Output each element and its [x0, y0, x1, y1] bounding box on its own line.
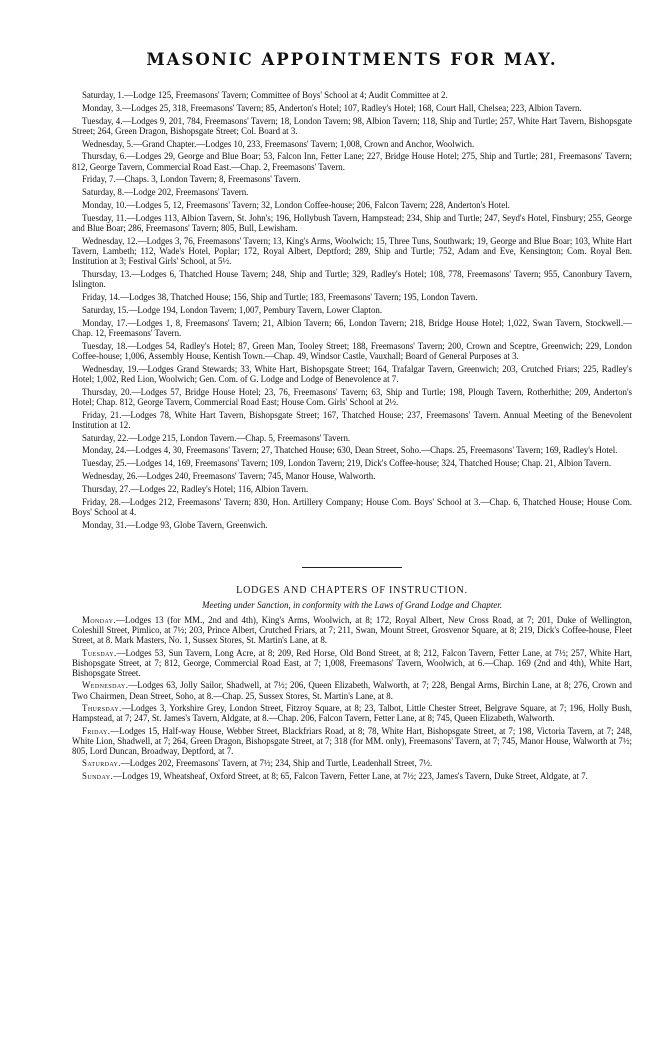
entry-day: Friday, 14.: [82, 291, 121, 302]
entry-day: Tuesday, 11.: [82, 212, 127, 223]
entry-day: Thursday, 27.: [82, 483, 131, 494]
entry-day: Tuesday.: [82, 647, 117, 658]
entry-day: Saturday.: [82, 758, 121, 769]
entry-day: Monday.: [82, 614, 117, 625]
entry-day: Friday, 7.: [82, 174, 116, 185]
entry-day: Saturday, 8.: [82, 187, 125, 198]
instruction-list: [72, 615, 632, 781]
entry-text: —Lodges Grand Stewards; 33, White Hart, Bishopsgate Street; 164, Trafalgar Tavern, Greenwich; 203, Crutched Friars; 225, Radley's Hotel; 1,002, Red Lion, Woolwich; Gen. Com. of G. Lodge and Lodge of Benevolence at 7.: [72, 363, 632, 384]
entry-day: Wednesday, 12.: [82, 235, 138, 246]
list-item: [72, 433, 632, 443]
list-item: [72, 771, 632, 781]
instruction-title: LODGES AND CHAPTERS OF INSTRUCTION.: [236, 584, 468, 596]
entry-text: —Lodges 4, 30, Freemasons' Tavern; 27, Thatched House; 630, Dean Street, Soho.—Chaps. 25, Freemasons' Tavern; 169, Radley's Hotel.: [126, 445, 618, 456]
entry-text: —Lodges 19, Wheatsheaf, Oxford Street, at 8; 65, Falcon Tavern, Fetter Lane, at 7½; 223, James's Tavern, Duke Street, Aldgate, at 7.: [113, 770, 588, 781]
entry-text: —Lodges 1, 8, Freemasons' Tavern; 21, Albion Tavern; 66, London Tavern; 218, Bridge House Hotel; 1,022, Swan Tavern, Stockwell.—Chap. 12, Freemasons' Tavern.: [72, 317, 632, 338]
list-item: [72, 139, 632, 149]
list-item: [72, 341, 632, 361]
entry-text: —Lodges 6, Thatched House Tavern; 248, Ship and Turtle; 329, Radley's Hotel; 108, 778, Freemasons' Tavern; 955, Canonbury Tavern, Islington.: [72, 268, 632, 290]
section-divider: [72, 555, 632, 573]
list-item: [72, 458, 632, 468]
entry-text: —Lodges 3, Yorkshire Grey, London Street, Fitzroy Square, at 8; 23, Talbot, Little Chester Street, Belgrave Square, at 7; 196, Holly Bush, Hampstead, at 7; 247, St. James's Tavern, Aldgate, at 8.—Chap. 206, Falcon Tavern, Fetter Lane, at 8; 745, Queen Elizabeth, Walworth.: [72, 702, 632, 724]
entry-day: Thursday, 6.: [82, 151, 127, 162]
entry-text: —Lodges 54, Radley's Hotel; 87, Green Man, Tooley Street; 188, Freemasons' Tavern; 200, Crown and Sceptre, Greenwich; 229, London Coffee-house; 1,006, Assembly House, Kentish Town.—Chap. 49, Windsor Castle, Vauxhall; Board of General Purposes at 3.: [72, 340, 632, 361]
entry-text: —Lodges 5, 12, Freemasons' Tavern; 32, London Coffee-house; 206, Falcon Tavern; 228, Anderton's Hotel.: [126, 199, 510, 210]
list-item: [72, 410, 632, 430]
list-item: [72, 200, 632, 210]
entry-day: Thursday, 13.: [82, 268, 132, 279]
entry-text: —Lodges 22, Radley's Hotel; 116, Albion Tavern.: [130, 483, 309, 494]
entry-day: Monday, 31.: [82, 519, 127, 530]
entry-text: —Lodges 29, George and Blue Boar; 53, Falcon Inn, Fetter Lane; 227, Bridge House Hotel; 275, Ship and Turtle; 281, Freemasons' Tavern; 812, George Tavern, Commercial Road East.—Chap. 2, Freemasons' Tavern.: [72, 151, 632, 172]
list-item: [72, 103, 632, 113]
entry-day: Saturday, 15.: [82, 304, 129, 315]
list-item: [72, 305, 632, 315]
entry-text: —Lodges 14, 169, Freemasons' Tavern; 109, London Tavern; 219, Dick's Coffee-house; 324, Thatched House; Chap. 21, Albion Tavern.: [126, 458, 612, 469]
entry-day: Friday, 21.: [82, 409, 122, 420]
list-item: [72, 151, 632, 171]
entry-day: Saturday, 1.: [82, 90, 125, 100]
entry-text: —Lodges 38, Thatched House; 156, Ship and Turtle; 183, Freemasons' Tavern; 195, London Tavern.: [120, 291, 478, 302]
entry-text: —Lodges 212, Freemasons' Tavern; 830, Hon. Artillery Company; House Com. Boys' School at 3.—Chap. 6, Thatched House; House Com. Boys' School at 4.: [72, 496, 632, 517]
entry-day: Monday, 3.: [82, 102, 123, 113]
entry-text: —Lodge 194, London Tavern; 1,007, Pembury Tavern, Lower Clapton.: [128, 304, 383, 315]
entry-text: —Lodges 25, 318, Freemasons' Tavern; 85, Anderton's Hotel; 107, Radley's Hotel; 168, Court Hall, Chelsea; 223, Albion Tavern.: [122, 102, 582, 113]
list-item: [72, 116, 632, 136]
page-title: MASONIC APPOINTMENTS FOR MAY.: [146, 50, 558, 69]
entry-day: Tuesday, 4.: [82, 115, 123, 126]
entry-text: —Lodges 53, Sun Tavern, Long Acre, at 8; 209, Red Horse, Old Bond Street, at 8; 212, Falcon Tavern, Fetter Lane, at 7½; 257, White Hart, Bishopsgate Street, at 7; 812, George, Commercial Road East, at 7; 1,008, Freemasons' Tavern, Woolwich, at 6.—Chap. 169 (2nd and 4th), White Hart, Bishopsgate Street.: [72, 647, 632, 678]
entry-text: —Lodge 93, Globe Tavern, Greenwich.: [126, 519, 268, 530]
list-item: [72, 497, 632, 517]
entry-text: —Lodges 113, Albion Tavern, St. John's; 196, Hollybush Tavern, Hampstead; 234, Ship and Turtle; 247, Seyd's Hotel, Finsbury; 255, George and Blue Boar; 286, Freemasons' Tavern; 805, Bull, Lewisham.: [72, 212, 632, 233]
entry-day: Wednesday.: [82, 680, 129, 691]
list-item: [72, 520, 632, 530]
list-item: [72, 292, 632, 302]
divider-rule: [302, 567, 402, 568]
entry-text: —Lodges 13 (for MM., 2nd and 4th), King's Arms, Woolwich, at 8; 172, Royal Albert, New Cross Road, at 7; 201, Duke of Wellington, Coleshill Street, Pimlico, at 7½; 203, Prince Albert, Crutched Friars, at 7; 211, Swan, Mount Street, Grosvenor Square, at 8; 219, Dick's Coffee-house, Fleet Street, at 8. Mark Masters, No. 1, Sussex Stores, St. Martin's Lane, at 8.: [72, 614, 632, 646]
entry-text: —Lodges 63, Jolly Sailor, Shadwell, at 7½; 206, Queen Elizabeth, Walworth, at 7; 228, Bengal Arms, Birchin Lane, at 8; 276, Crown and Two Chairmen, Dean Street, Soho, at 8.—Chap. 25, Sussex Stores, St. Martin's Lane, at 8.: [72, 680, 632, 701]
entry-day: Saturday, 22.: [82, 432, 129, 443]
entry-text: —Lodge 125, Freemasons' Tavern; Committee of Boys' School at 4; Audit Committee at 2.: [124, 90, 448, 100]
entry-day: Monday, 10.: [82, 199, 127, 210]
list-item: [72, 187, 632, 197]
entry-day: Wednesday, 19.: [82, 363, 139, 374]
list-item: [72, 758, 632, 768]
entry-day: Thursday.: [82, 702, 122, 713]
entry-day: Wednesday, 26.: [82, 470, 138, 481]
list-item: [72, 615, 632, 646]
list-item: [72, 236, 632, 267]
list-item: [72, 364, 632, 384]
list-item: [72, 318, 632, 338]
list-item: [72, 213, 632, 233]
list-item: [72, 726, 632, 757]
entry-day: Thursday, 20.: [82, 386, 132, 397]
entry-day: Tuesday, 18.: [82, 340, 128, 351]
list-item: [72, 471, 632, 481]
entry-text: —Lodges 9, 201, 784, Freemasons' Tavern; 18, London Tavern; 98, Albion Tavern; 118, Ship and Turtle; 257, White Hart Tavern, Bishopsgate Street; 264, Green Dragon, Bishopsgate Street; Col. Board at 3.: [72, 115, 632, 136]
entry-text: —Lodges 78, White Hart Tavern, Bishopsgate Street; 167, Thatched House; 237, Freemasons' Tavern. Annual Meeting of the Benevolent Institution at 12.: [72, 409, 632, 430]
list-item: [72, 484, 632, 494]
entry-text: —Chaps. 3, London Tavern; 8, Freemasons' Tavern.: [115, 174, 301, 185]
appointments-list: [72, 90, 632, 530]
entry-text: —Lodges 15, Half-way House, Webber Street, Blackfriars Road, at 8; 78, White Hart, Bishopsgate Street, at 7; 198, Victoria Tavern, at 7; 248, White Lion, Shadwell, at 7; 264, Green Dragon, Bishopsgate Street, at 7; 318 (for MM. only), Freemasons' Tavern, at 7; 745, Manor House, Walworth at 7½; 805, Lord Duncan, Broadway, Deptford, at 7.: [72, 725, 632, 756]
list-item: [72, 445, 632, 455]
entry-text: —Grand Chapter.—Lodges 10, 233, Freemasons' Tavern; 1,008, Crown and Anchor, Woolwich.: [133, 138, 475, 149]
list-item: [72, 648, 632, 679]
entry-text: —Lodges 57, Bridge House Hotel; 23, 76, Freemasons' Tavern; 63, Ship and Turtle; 198, Plough Tavern, Rotherhithe; 209, Anderton's Hotel; Chap. 812, George Tavern, Commercial Road East; House Com. Girls' School at 2½.: [72, 386, 632, 407]
entry-day: Monday, 24.: [82, 445, 127, 456]
entry-day: Friday, 28.: [82, 496, 121, 507]
list-item: [72, 387, 632, 407]
entry-day: Wednesday, 5.: [82, 138, 134, 149]
instruction-subtitle: Meeting under Sanction, in conformity with the Laws of Grand Lodge and Chapter.: [202, 599, 502, 610]
list-item: [72, 174, 632, 184]
entry-day: Monday, 17.: [82, 317, 128, 328]
list-item: [72, 269, 632, 289]
entry-text: —Lodge 215, London Tavern.—Chap. 5, Freemasons' Tavern.: [128, 432, 351, 443]
entry-text: —Lodges 3, 76, Freemasons' Tavern; 13, King's Arms, Woolwich; 15, Three Tuns, Southwark; 19, George and Blue Boar; 103, White Hart Tavern, Lambeth; 112, Wade's Hotel, Poplar; 172, Royal Albert, Deptford; 289, Ship and Turtle; 752, Adam and Eve, Kensington; Com. Royal Ben. Institution at 3; Festival Girls' School, at 5½.: [72, 235, 632, 267]
entry-text: —Lodges 240, Freemasons' Tavern; 745, Manor House, Walworth.: [137, 470, 376, 481]
entry-text: —Lodges 202, Freemasons' Tavern, at 7½; 234, Ship and Turtle, Leadenhall Street, 7½.: [120, 758, 433, 769]
list-item: [72, 680, 632, 700]
list-item: [72, 703, 632, 723]
entry-text: —Lodge 202, Freemasons' Tavern.: [124, 187, 249, 198]
entry-day: Sunday.: [82, 770, 114, 781]
list-item: [72, 90, 632, 100]
entry-day: Friday.: [82, 725, 111, 736]
page: [72, 50, 632, 783]
entry-day: Tuesday, 25.: [82, 458, 127, 469]
